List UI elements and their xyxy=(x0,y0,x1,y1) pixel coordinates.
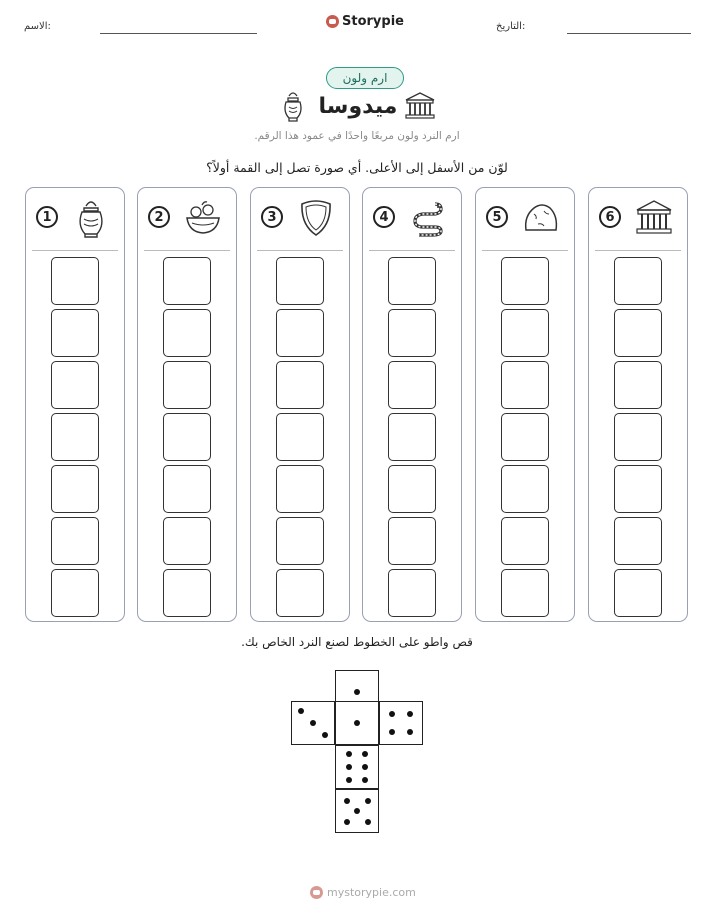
dice-face-1 xyxy=(335,701,379,745)
color-square[interactable] xyxy=(614,309,662,357)
dice-pip xyxy=(354,720,360,726)
color-square[interactable] xyxy=(276,309,324,357)
column-divider xyxy=(257,250,343,251)
dice-pip xyxy=(362,777,368,783)
color-square[interactable] xyxy=(51,257,99,305)
column-number: 2 xyxy=(148,206,170,228)
color-square[interactable] xyxy=(388,465,436,513)
column-3 xyxy=(250,187,350,622)
color-square[interactable] xyxy=(388,517,436,565)
color-square[interactable] xyxy=(51,465,99,513)
column-header xyxy=(251,188,349,250)
footer xyxy=(310,886,416,899)
date-line[interactable] xyxy=(567,33,691,34)
dice-pip xyxy=(346,764,352,770)
column-number: 6 xyxy=(599,206,621,228)
column-number: 3 xyxy=(261,206,283,228)
color-square[interactable] xyxy=(163,465,211,513)
color-square[interactable] xyxy=(276,413,324,461)
column-4 xyxy=(362,187,462,622)
vase-icon xyxy=(72,198,110,238)
column-header xyxy=(26,188,124,250)
dice-pip xyxy=(362,751,368,757)
storypie-logo-icon xyxy=(310,886,323,899)
color-square[interactable] xyxy=(614,517,662,565)
column-number: 1 xyxy=(36,206,58,228)
column-divider xyxy=(595,250,681,251)
dice-pip xyxy=(389,711,395,717)
rock-icon xyxy=(522,198,560,238)
color-square[interactable] xyxy=(51,569,99,617)
dice-pip xyxy=(407,729,413,735)
dice-face-6 xyxy=(335,745,379,789)
shield-icon xyxy=(297,198,335,238)
dice-pip xyxy=(362,764,368,770)
vase-icon xyxy=(280,90,306,122)
color-square[interactable] xyxy=(388,309,436,357)
cut-instruction: قص واطو على الخطوط لصنع النرد الخاص بك. xyxy=(241,635,473,649)
column-6 xyxy=(588,187,688,622)
color-square[interactable] xyxy=(276,257,324,305)
fruit-bowl-icon xyxy=(184,198,222,238)
subtitle: ارم النرد ولون مربعًا واحدًا في عمود هذا الرقم. xyxy=(254,130,460,142)
name-label: الاسم: xyxy=(24,21,51,32)
name-line[interactable] xyxy=(100,33,257,34)
date-label: التاريخ: xyxy=(496,21,526,32)
dice-pip xyxy=(346,751,352,757)
color-square[interactable] xyxy=(614,413,662,461)
color-square[interactable] xyxy=(163,309,211,357)
color-square[interactable] xyxy=(163,413,211,461)
column-divider xyxy=(32,250,118,251)
footer-url[interactable]: mystorypie.com xyxy=(327,886,416,899)
color-square[interactable] xyxy=(388,413,436,461)
brand-name: Storypie xyxy=(342,14,404,29)
column-divider xyxy=(144,250,230,251)
dice-face-4 xyxy=(379,701,423,745)
color-square[interactable] xyxy=(276,465,324,513)
page-title: ميدوسا xyxy=(318,94,398,119)
dice-pip xyxy=(344,819,350,825)
column-divider xyxy=(482,250,568,251)
color-square[interactable] xyxy=(51,309,99,357)
dice-face-3 xyxy=(291,701,335,745)
color-square[interactable] xyxy=(163,517,211,565)
column-number: 5 xyxy=(486,206,508,228)
color-square[interactable] xyxy=(276,517,324,565)
dice-pip xyxy=(389,729,395,735)
dice-pip xyxy=(310,720,316,726)
color-square[interactable] xyxy=(51,413,99,461)
column-header xyxy=(476,188,574,250)
color-square[interactable] xyxy=(614,569,662,617)
dice-pip xyxy=(298,708,304,714)
dice-pip xyxy=(322,732,328,738)
snake-icon xyxy=(409,198,447,238)
instruction: لوّن من الأسفل إلى الأعلى. أي صورة تصل إلى القمة أولاً؟ xyxy=(206,160,508,175)
dice-face-5 xyxy=(335,789,379,833)
color-square[interactable] xyxy=(276,361,324,409)
color-square[interactable] xyxy=(501,257,549,305)
temple-icon xyxy=(404,92,436,120)
color-square[interactable] xyxy=(501,465,549,513)
color-square[interactable] xyxy=(163,257,211,305)
dice-pip xyxy=(346,777,352,783)
color-square[interactable] xyxy=(163,361,211,409)
color-square[interactable] xyxy=(501,569,549,617)
color-square[interactable] xyxy=(614,257,662,305)
color-square[interactable] xyxy=(276,569,324,617)
color-square[interactable] xyxy=(501,517,549,565)
column-divider xyxy=(369,250,455,251)
activity-badge: ارم ولون xyxy=(326,67,404,89)
column-header xyxy=(363,188,461,250)
dice-pip xyxy=(354,808,360,814)
dice-pip xyxy=(344,798,350,804)
column-header xyxy=(589,188,687,250)
color-square[interactable] xyxy=(388,361,436,409)
color-square[interactable] xyxy=(501,361,549,409)
storypie-logo-icon xyxy=(326,15,339,28)
color-square[interactable] xyxy=(388,569,436,617)
column-2 xyxy=(137,187,237,622)
dice-pip xyxy=(365,819,371,825)
dice-pip xyxy=(365,798,371,804)
color-square[interactable] xyxy=(388,257,436,305)
color-square[interactable] xyxy=(51,361,99,409)
color-square[interactable] xyxy=(501,309,549,357)
column-5 xyxy=(475,187,575,622)
column-header xyxy=(138,188,236,250)
dice-pip xyxy=(354,689,360,695)
column-1 xyxy=(25,187,125,622)
color-square[interactable] xyxy=(501,413,549,461)
dice-pip xyxy=(407,711,413,717)
color-square[interactable] xyxy=(614,361,662,409)
color-square[interactable] xyxy=(163,569,211,617)
color-square[interactable] xyxy=(51,517,99,565)
brand-logo xyxy=(326,14,404,29)
temple-icon xyxy=(635,198,673,238)
column-number: 4 xyxy=(373,206,395,228)
color-square[interactable] xyxy=(614,465,662,513)
